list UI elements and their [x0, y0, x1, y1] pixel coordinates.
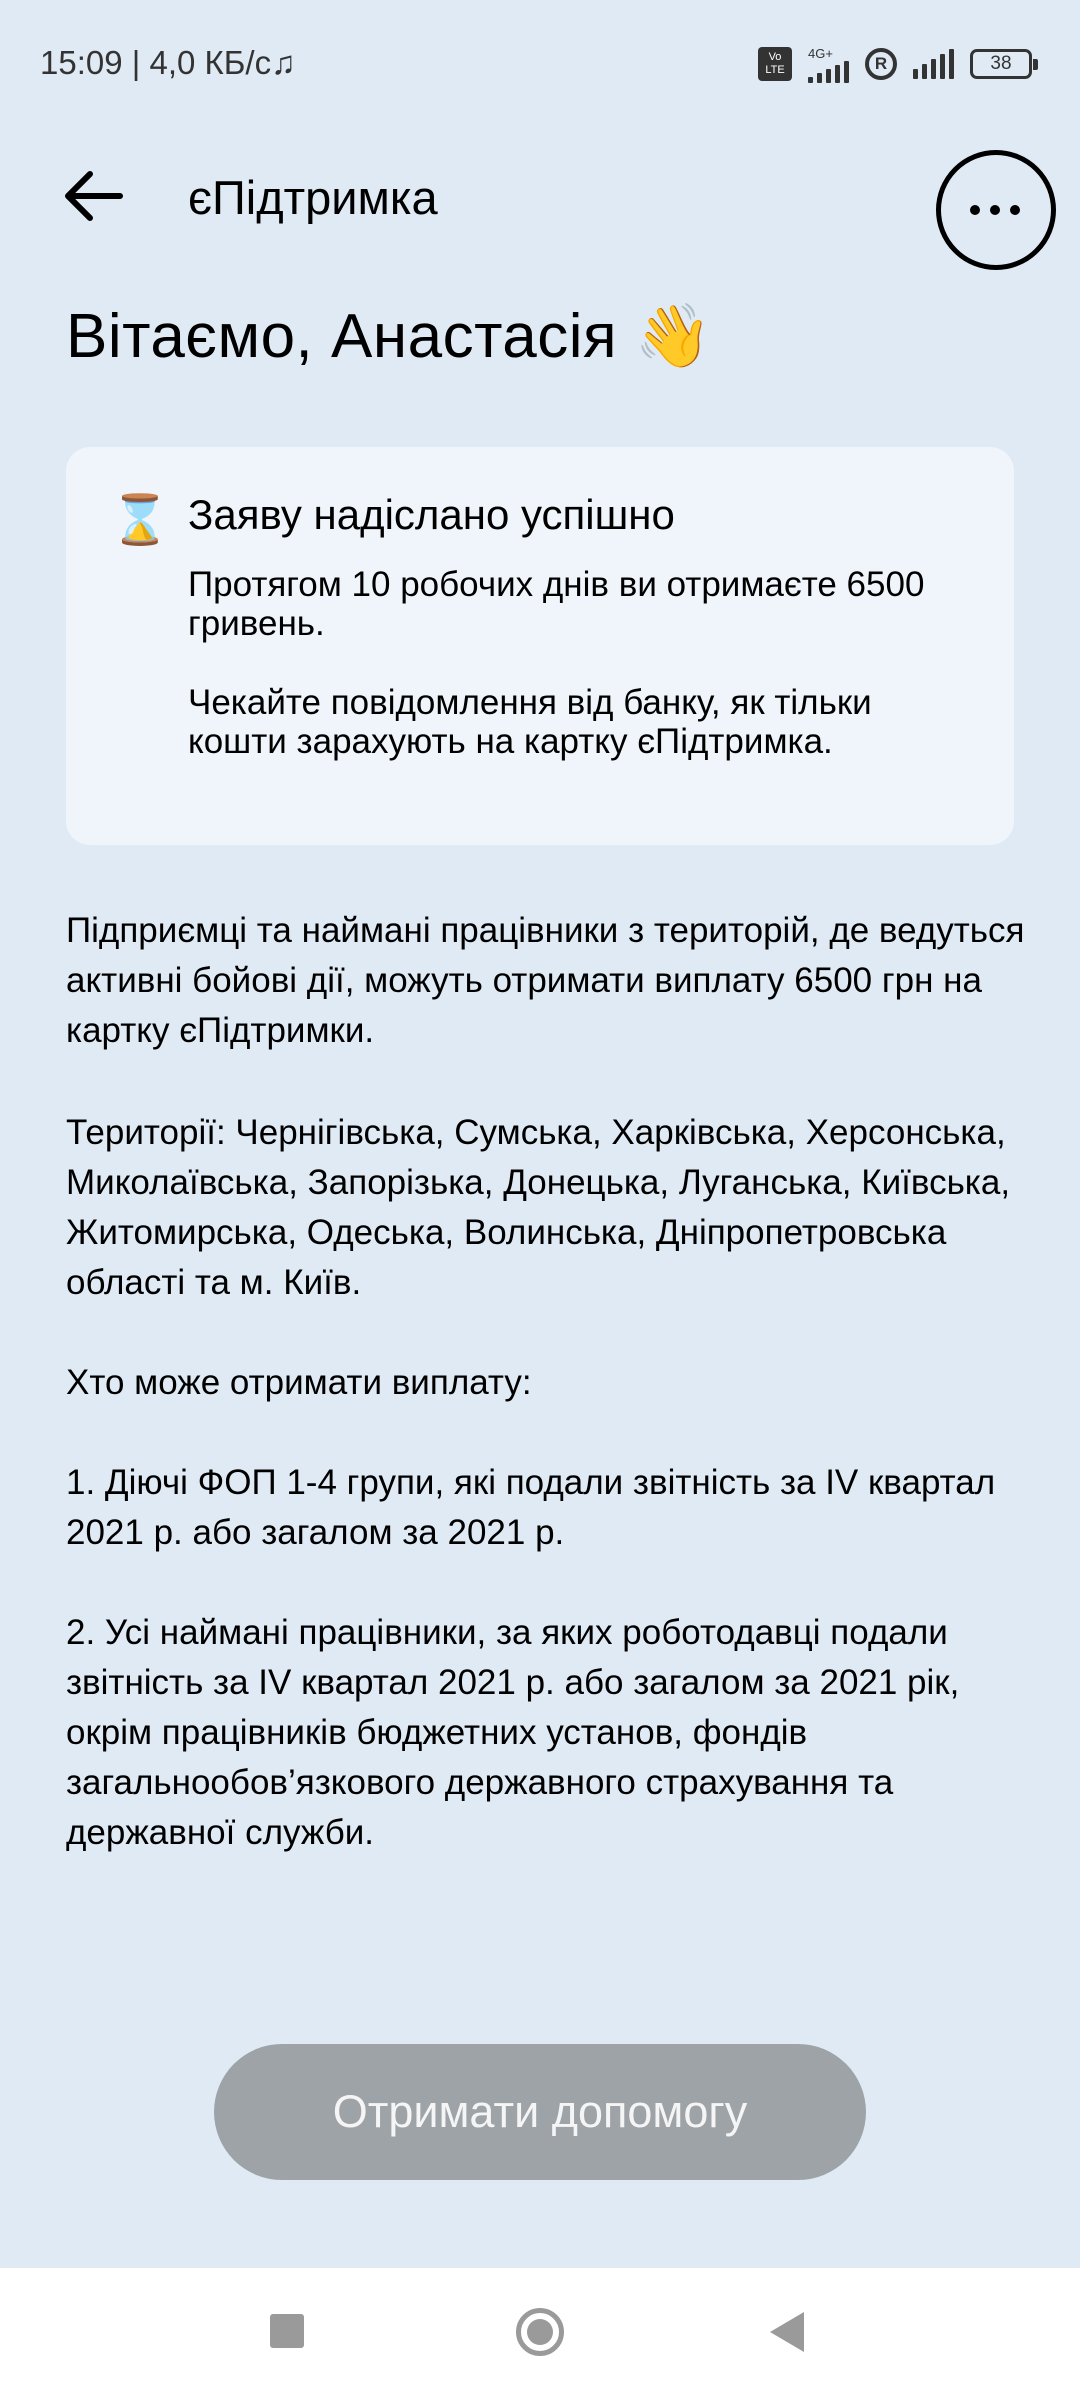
- application-status-card: [66, 447, 1014, 845]
- network-group: [808, 46, 849, 83]
- network-type: 4G+: [808, 45, 833, 61]
- page-title: єПідтримка: [188, 171, 438, 224]
- more-options-button[interactable]: [936, 150, 1056, 270]
- back-button[interactable]: [60, 160, 132, 232]
- signal-2-icon: [913, 49, 954, 79]
- status-bar: [0, 0, 1080, 130]
- system-nav-bar: [0, 2268, 1080, 2400]
- hourglass-icon: ⌛: [110, 494, 170, 547]
- status-icons: [758, 44, 1032, 84]
- battery-icon: 38: [970, 49, 1032, 79]
- info-eligibility-heading: Хто може отримати виплату:: [66, 1363, 532, 1402]
- nav-back-icon[interactable]: [770, 2312, 804, 2352]
- info-eligibility-2: 2. Усі наймані працівники, за яких роботодавці подали звітність за IV квартал 2021 р. або загалом за 2021 рік, окрім працівників бюджетних установ, фондів загальнообов’язкового державного страхування та державної служби.: [66, 1613, 960, 1852]
- card-text-payment: Протягом 10 робочих днів ви отримаєте 6500 гривень.: [188, 565, 925, 643]
- info-eligibility-1: 1. Діючі ФОП 1-4 групи, які подали звітність за IV квартал 2021 р. або загалом за 2021 р.: [66, 1463, 996, 1552]
- card-text-wait: Чекайте повідомлення від банку, як тільки кошти зарахують на картку єПідтримка.: [188, 683, 872, 761]
- app-header: [0, 150, 1080, 250]
- info-intro: Підприємці та наймані працівники з територій, де ведуться активні бойові дії, можуть отримати виплату 6500 грн на картку єПідтримки.: [66, 911, 1025, 1050]
- arrow-left-icon: [60, 160, 132, 232]
- greeting-heading: Вітаємо, Анастасія 👋: [66, 302, 713, 371]
- status-time-speed: [40, 44, 296, 82]
- info-territories: Території: Чернігівська, Сумська, Харківська, Херсонська, Миколаївська, Запорізька, Донецька, Луганська, Київська, Житомирська, Одеська, Волинська, Дніпропетровська області та м. Київ.: [66, 1113, 1011, 1302]
- music-icon: ♫: [271, 44, 296, 81]
- get-help-button[interactable]: Отримати допомогу: [214, 2044, 866, 2180]
- signal-icon: [808, 61, 849, 83]
- roaming-icon: R: [865, 48, 897, 80]
- volte-icon: Vo LTE: [758, 47, 792, 81]
- card-title: Заяву надіслано успішно: [188, 491, 675, 538]
- status-time: 15:09 | 4,0 КБ/с: [40, 44, 272, 81]
- recent-apps-icon[interactable]: [270, 2314, 304, 2348]
- more-dots-icon: [970, 205, 1020, 215]
- home-icon[interactable]: [516, 2308, 564, 2356]
